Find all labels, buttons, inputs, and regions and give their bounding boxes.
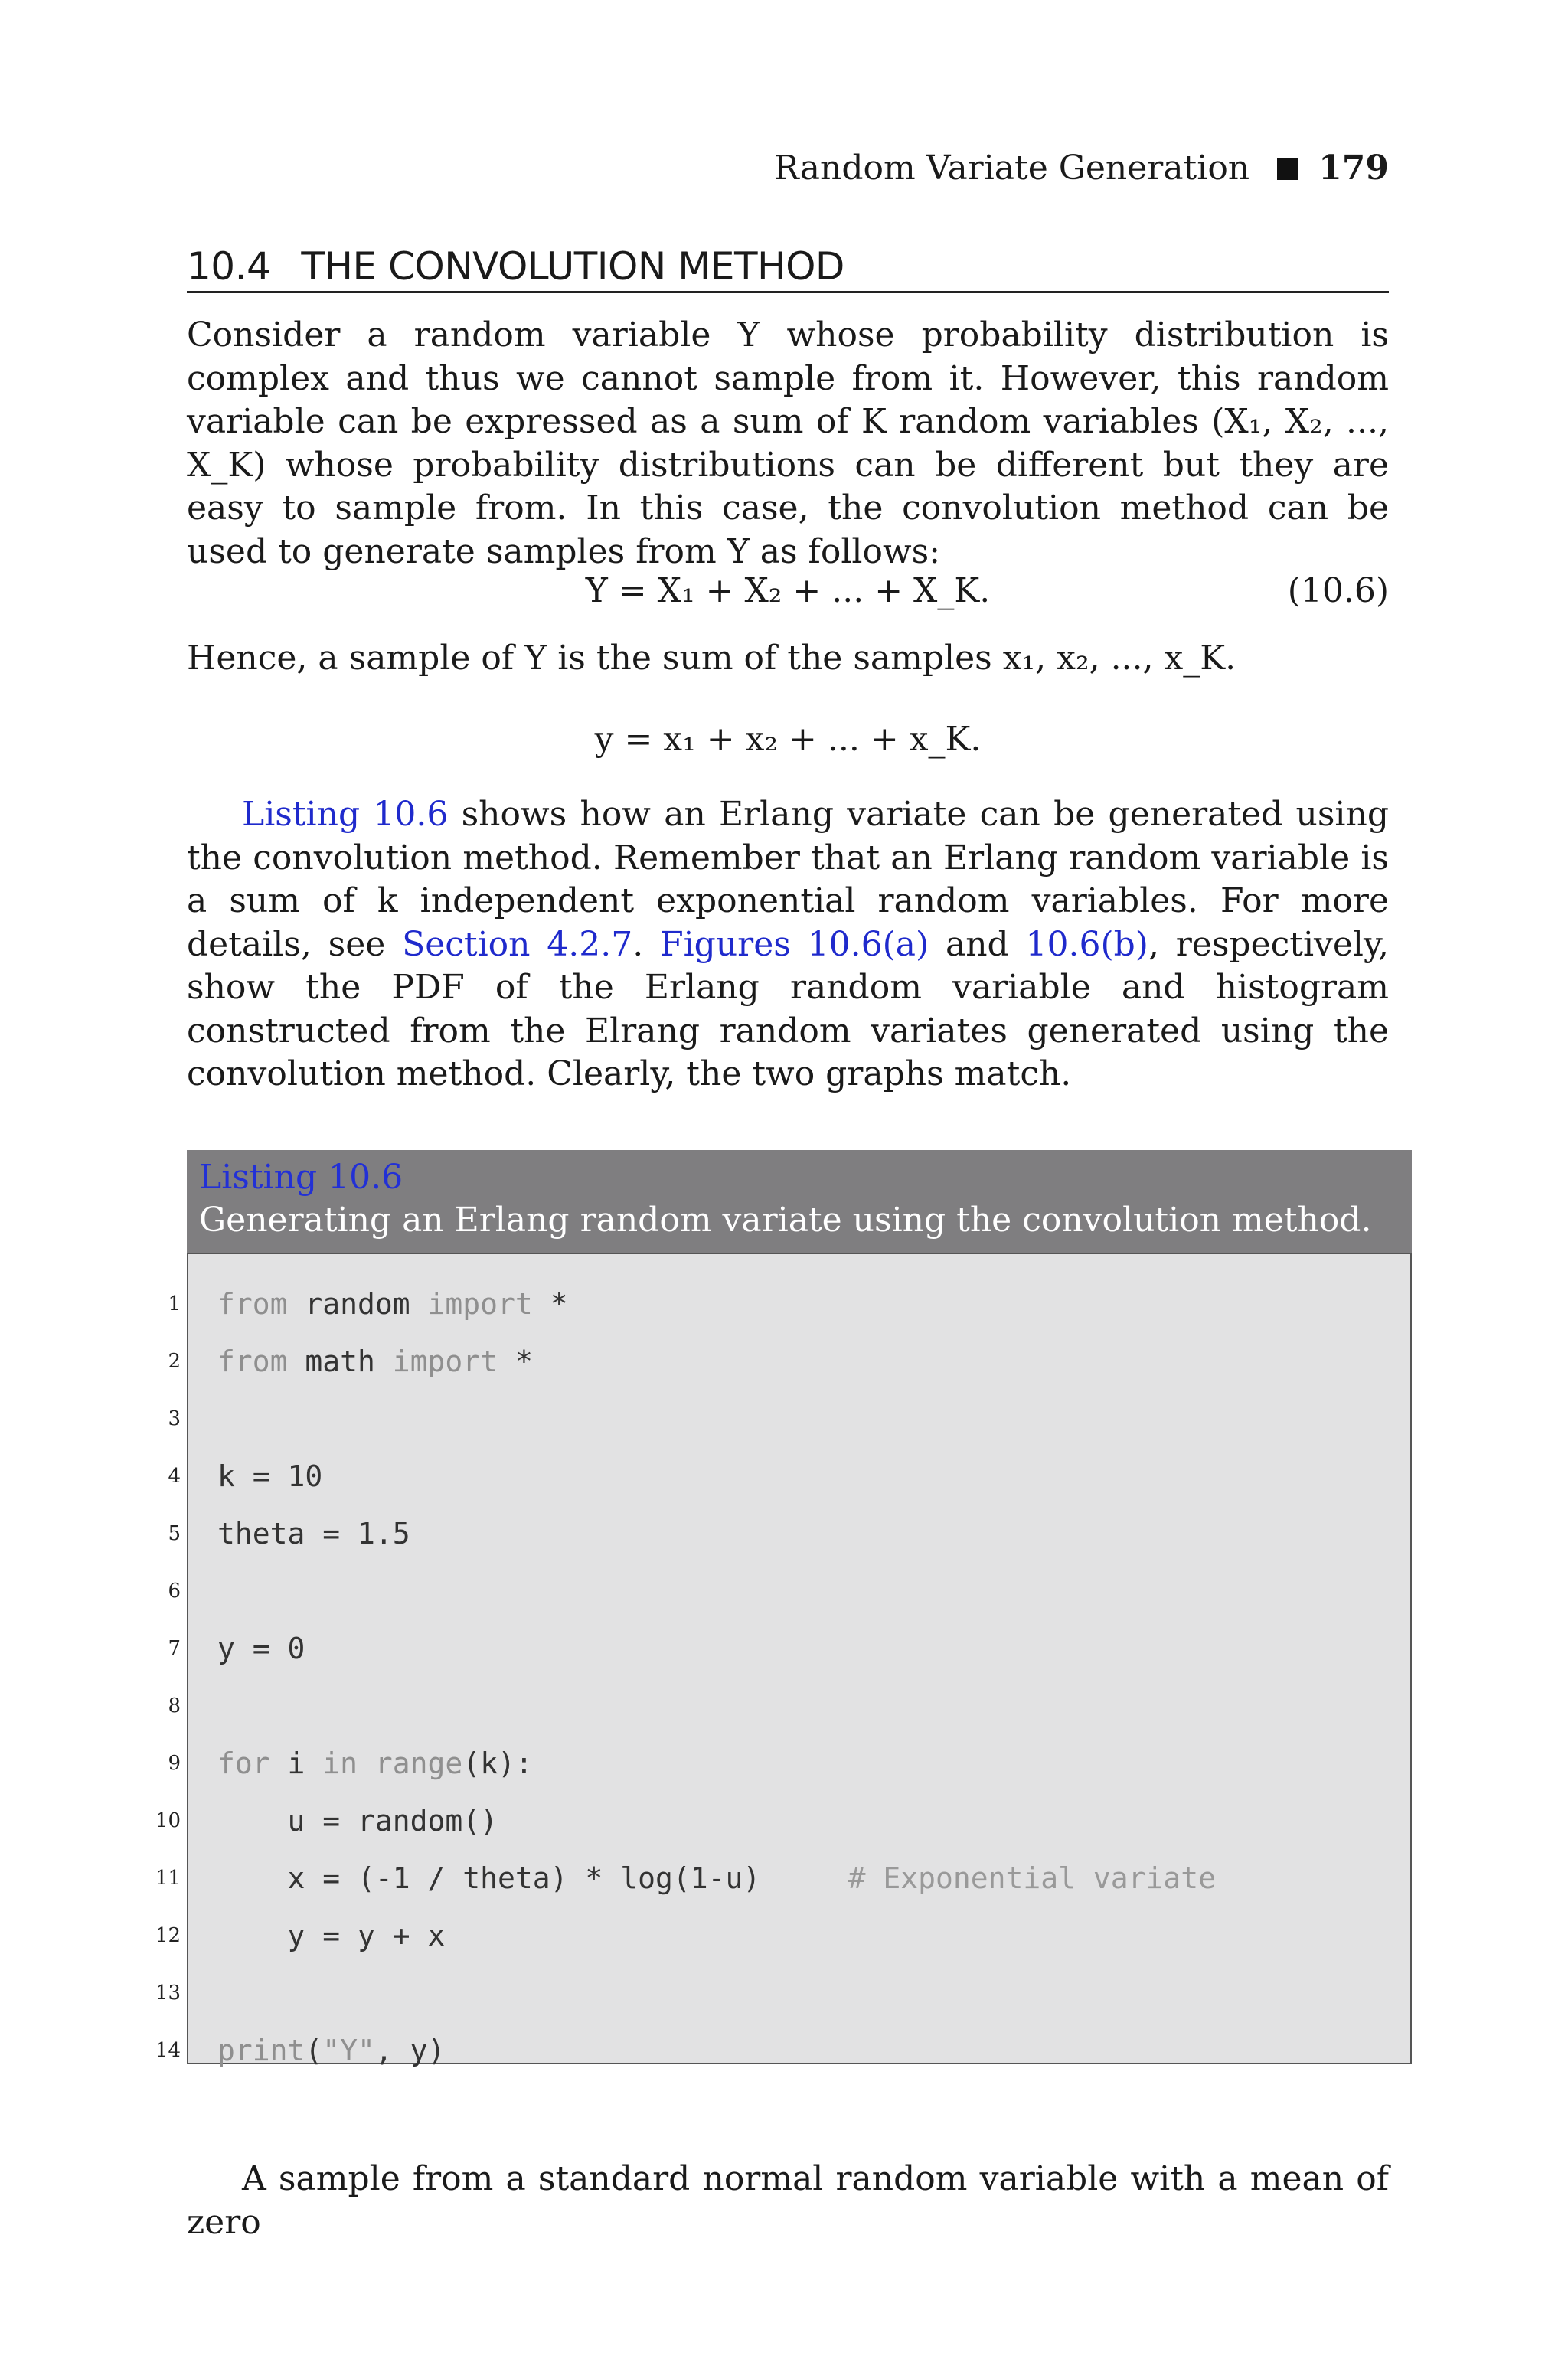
paragraph-normal [187, 2158, 1389, 2244]
section-heading [187, 242, 1389, 293]
code-text: y = y + x [217, 1919, 446, 1952]
code-keyword: "Y" [322, 2034, 375, 2067]
paragraph-text: shows how an Erlang variate can be generated using the convolution method. Remember that an Erlang random variable is a sum of k independent exponential random variables. For more details, see [187, 795, 1389, 964]
paragraph-hence: Hence, a sample of Y is the sum of the samples x₁, x₂, ..., x_K. [187, 639, 1236, 678]
code-text: y = 0 [217, 1632, 305, 1665]
section-number: 10.4 [187, 244, 271, 289]
equation-10-6 [187, 568, 1389, 614]
line-number: 4 [168, 1465, 181, 1488]
code-text: u = random() [217, 1804, 498, 1838]
code-line [217, 1792, 498, 1850]
running-head [187, 145, 1389, 191]
line-number: 6 [168, 1580, 181, 1603]
code-line [217, 1448, 322, 1505]
line-number: 13 [155, 1982, 181, 2005]
code-keyword: in range [322, 1747, 463, 1780]
equation-number: (10.6) [1287, 571, 1389, 610]
listing-label[interactable]: Listing 10.6 [199, 1158, 403, 1197]
paragraph-intro: Consider a random variable Y whose probability distribution is complex and thus we cannot sample from it. However, this random variable can be expressed as a sum of K random variables (X₁, X₂, ..., X_K) whose probability distributions can be different but they are easy to sample from. In this case, the convolution method can be used to generate samples from Y as follows: [187, 315, 1389, 571]
code-line [217, 1907, 445, 1965]
figure-a-link[interactable]: Figures 10.6(a) [660, 924, 929, 964]
code-keyword: from [217, 1287, 288, 1321]
equation-text: Y = X₁ + X₂ + ... + X_K. [585, 571, 991, 610]
code-line [217, 1735, 533, 1792]
code-line [217, 2022, 445, 2080]
line-number: 12 [155, 1924, 181, 1947]
running-head-title: Random Variate Generation [773, 149, 1250, 188]
code-line [217, 1850, 1216, 1907]
code-text: theta = 1.5 [217, 1517, 410, 1550]
section-link[interactable]: Section 4.2.7 [402, 924, 633, 964]
code-text: (k): [462, 1747, 533, 1780]
code-keyword: print [217, 2034, 305, 2067]
paragraph-text: and [929, 924, 1026, 964]
code-keyword: from [217, 1345, 288, 1378]
code-text: * [532, 1287, 568, 1321]
code-line [217, 1620, 305, 1678]
listing-caption-text: Generating an Erlang random variate using the convolution method. [199, 1201, 1372, 1240]
code-text: x = (-1 / theta) * log(1-u) [217, 1861, 848, 1895]
line-number: 10 [155, 1809, 181, 1832]
line-number: 7 [168, 1637, 181, 1660]
line-number: 5 [168, 1522, 181, 1545]
code-text: k = 10 [217, 1459, 323, 1493]
listing-link[interactable]: Listing 10.6 [242, 795, 449, 834]
paragraph-listing-ref [187, 793, 1389, 1096]
code-line [217, 1505, 410, 1563]
line-number: 9 [168, 1752, 181, 1775]
equation-sample-sum [187, 717, 1389, 763]
line-number: 1 [168, 1292, 181, 1315]
page-number: 179 [1318, 149, 1389, 188]
line-number: 8 [168, 1694, 181, 1717]
paragraph-text: , respectively, show the PDF of the Erlang random variable and histogram constructed from the Elrang random variates generated using the convolution method. Clearly, the two graphs match. [187, 924, 1389, 1093]
line-number: 2 [168, 1350, 181, 1373]
code-text: , y) [374, 2034, 446, 2067]
line-number: 3 [168, 1407, 181, 1430]
code-keyword: for [217, 1747, 270, 1780]
code-comment: # Exponential variate [848, 1861, 1217, 1895]
code-line [217, 1333, 533, 1390]
code-text: * [498, 1345, 533, 1378]
listing-caption [187, 1150, 1412, 1253]
equation-text: y = x₁ + x₂ + ... + x_K. [594, 720, 982, 759]
code-text: ( [305, 2034, 323, 2067]
line-number: 11 [155, 1867, 181, 1890]
section-title: THE CONVOLUTION METHOD [301, 244, 844, 289]
code-keyword: import [427, 1287, 533, 1321]
figure-b-link[interactable]: 10.6(b) [1025, 924, 1148, 964]
code-text: random [287, 1287, 428, 1321]
square-bullet-icon [1277, 158, 1298, 180]
code-text: math [287, 1345, 393, 1378]
line-number: 14 [155, 2039, 181, 2062]
code-text: i [270, 1747, 323, 1780]
code-line [217, 1276, 568, 1333]
code-keyword: import [392, 1345, 498, 1378]
paragraph-text: A sample from a standard normal random variable with a mean of zero [187, 2159, 1389, 2242]
paragraph-text: . [632, 924, 661, 964]
